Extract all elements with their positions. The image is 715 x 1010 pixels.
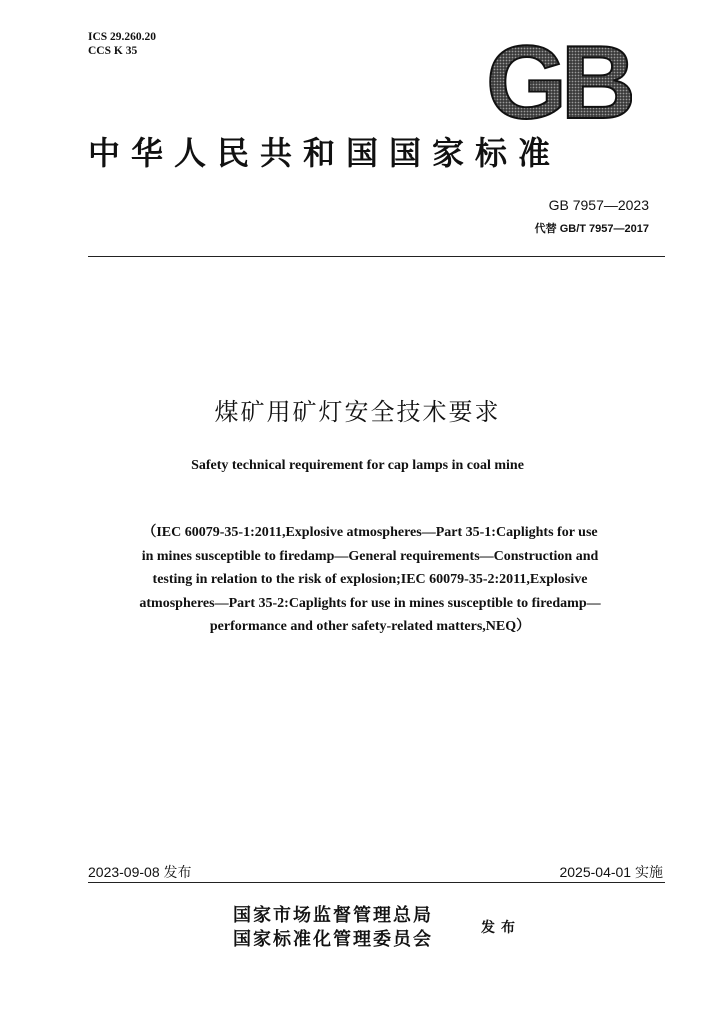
footer-divider	[88, 882, 665, 883]
issuing-authorities	[233, 904, 433, 952]
equivalence-line: atmospheres—Part 35-2:Caplights for use in mines susceptible to firedamp—	[139, 595, 601, 611]
national-standard-title: 中华人民共和国国家标准	[88, 134, 562, 172]
issuer-sac: 国家标准化管理委员会	[233, 929, 433, 950]
equivalence-line: testing in relation to the risk of explosion;IEC 60079-35-2:2011,Explosive	[152, 572, 588, 587]
equivalence-line: in mines susceptible to firedamp—General requirements—Construction and	[141, 548, 599, 564]
gb-logo	[484, 38, 632, 122]
chinese-title: 煤矿用矿灯安全技术要求	[214, 398, 501, 426]
equivalence-line: （IEC 60079-35-1:2011,Explosive atmospheres—Part 35-1:Caplights for use	[142, 525, 598, 540]
publish-date: 2023-09-08 发布	[88, 864, 192, 880]
standard-number: GB 7957—2023	[548, 197, 649, 213]
issue-label: 发布	[481, 920, 521, 936]
english-title: Safety technical requirement for cap lamps in coal mine	[191, 458, 524, 473]
gb-logo-text: GB	[486, 38, 630, 122]
implementation-date: 2025-04-01 实施	[559, 864, 663, 880]
header-divider	[88, 256, 665, 257]
issuer-samr: 国家市场监督管理总局	[233, 905, 433, 926]
classification-codes	[88, 30, 156, 58]
equivalence-line: performance and other safety-related matters,NEQ）	[209, 619, 531, 634]
ics-code: ICS 29.260.20	[88, 31, 157, 43]
replaces-standard: 代替 GB/T 7957—2017	[534, 223, 649, 235]
iec-equivalence	[90, 521, 650, 639]
ccs-code: CCS K 35	[88, 45, 138, 57]
